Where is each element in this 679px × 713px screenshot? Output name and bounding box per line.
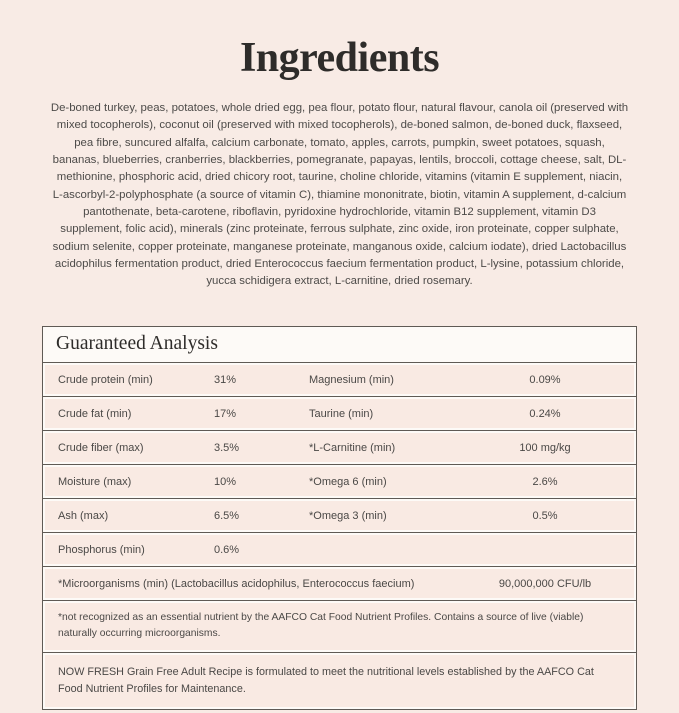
row-label-right: *Omega 6 (min) bbox=[309, 475, 387, 488]
row-value-left: 0.6% bbox=[214, 543, 240, 556]
footnote: *not recognized as an essential nutrient by the AAFCO Cat Food Nutrient Profiles. Contains a source of live (viable) naturally occurring microorganisms. bbox=[45, 603, 634, 650]
page-title: Ingredients bbox=[239, 35, 440, 81]
guaranteed-analysis-table bbox=[42, 326, 637, 710]
row-value: 90,000,000 CFU/lb bbox=[498, 577, 592, 590]
row-value-right: 0.09% bbox=[529, 373, 561, 386]
table-row bbox=[45, 433, 634, 462]
row-value-right: 2.6% bbox=[532, 475, 558, 488]
table-divider bbox=[43, 498, 636, 499]
table-divider bbox=[43, 600, 636, 601]
table-divider bbox=[43, 532, 636, 533]
row-label-left: Crude fat (min) bbox=[58, 407, 132, 420]
row-label-right: Taurine (min) bbox=[309, 407, 374, 420]
table-row bbox=[45, 535, 634, 564]
row-value-left: 10% bbox=[214, 475, 237, 488]
row-label: *Microorganisms (min) (Lactobacillus acidophilus, Enterococcus faecium) bbox=[58, 577, 415, 590]
table-divider bbox=[43, 396, 636, 397]
table-divider bbox=[43, 652, 636, 653]
ingredients-paragraph: De-boned turkey, peas, potatoes, whole dried egg, pea flour, potato flour, natural flavour, canola oil (preserved with mixed tocopherols), coconut oil (preserved with mixed tocopherols), de-boned salmon, de-boned duck, flaxseed, pea fibre, suncured alfalfa, calcium carbonate, tomato, apples, carrots, pumpkin, sweet potatoes, squash, bananas, blueberries, cranberries, blackberries, pomegranate, papayas, lentils, broccoli, cottage cheese, salt, DL-methionine, phosphoric acid, dried chicory root, taurine, choline chloride, vitamins (vitamin E supplement, niacin, L-ascorbyl-2-polyphosphate (a source of vitamin C), thiamine mononitrate, biotin, vitamin A supplement, d-calcium pantothenate, beta-carotene, riboflavin, pyridoxine hydrochloride, vitamin B12 supplement, vitamin D3 supplement, folic acid), minerals (zinc proteinate, ferrous sulphate, zinc oxide, iron proteinate, copper sulphate, sodium selenite, copper proteinate, manganese proteinate, manganous oxide, calcium iodate), dried Lactobacillus acidophilus fermentation product, dried Enterococcus faecium fermentation product, L-lysine, potassium chloride, yucca schidigera extract, L-carnitine, dried rosemary. bbox=[50, 102, 629, 288]
table-row bbox=[45, 467, 634, 496]
guaranteed-analysis-title: Guaranteed Analysis bbox=[56, 333, 218, 354]
row-value-left: 17% bbox=[214, 407, 237, 420]
row-value-left: 3.5% bbox=[214, 441, 240, 454]
row-value-right: 100 mg/kg bbox=[519, 441, 571, 454]
table-row bbox=[45, 501, 634, 530]
analysis-rows bbox=[43, 365, 636, 567]
table-row bbox=[45, 365, 634, 394]
row-label-right: *Omega 3 (min) bbox=[309, 509, 387, 522]
row-label-right: Magnesium (min) bbox=[309, 373, 394, 386]
row-label-left: Crude fiber (max) bbox=[58, 441, 144, 454]
row-label-left: Moisture (max) bbox=[58, 475, 132, 488]
row-label-left: Ash (max) bbox=[58, 509, 109, 522]
table-row-microorganisms bbox=[45, 569, 634, 598]
row-value-right: 0.24% bbox=[529, 407, 561, 420]
row-value-left: 31% bbox=[214, 373, 237, 386]
row-value-left: 6.5% bbox=[214, 509, 240, 522]
table-row bbox=[45, 399, 634, 428]
table-divider bbox=[43, 362, 636, 363]
row-label-left: Crude protein (min) bbox=[58, 373, 153, 386]
aafco-statement: NOW FRESH Grain Free Adult Recipe is formulated to meet the nutritional levels established by the AAFCO Cat Food Nutrient Profiles for Maintenance. bbox=[45, 655, 634, 707]
row-label-right: *L-Carnitine (min) bbox=[309, 441, 396, 454]
row-label-left: Phosphorus (min) bbox=[58, 543, 145, 556]
table-divider bbox=[43, 566, 636, 567]
table-divider bbox=[43, 430, 636, 431]
table-divider bbox=[43, 464, 636, 465]
row-value-right: 0.5% bbox=[532, 509, 558, 522]
